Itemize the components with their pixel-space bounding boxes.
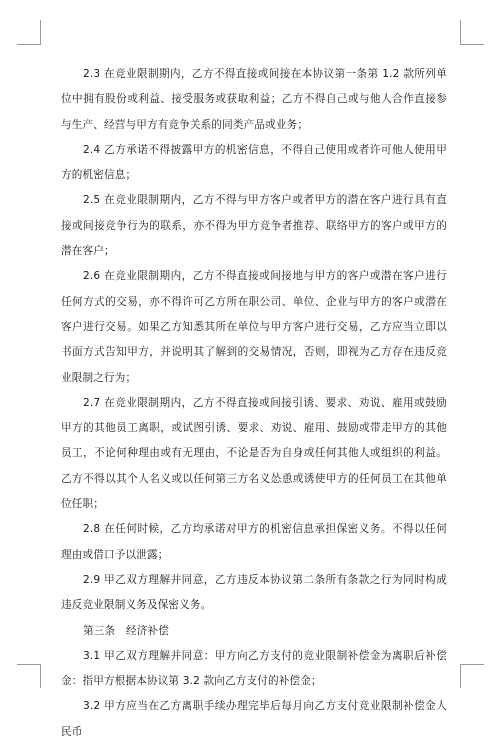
section-heading: 第三条 经济补偿 xyxy=(83,624,169,637)
crop-mark-top-right-horizontal xyxy=(460,44,484,45)
crop-mark-top-right-vertical xyxy=(460,20,461,44)
document-body xyxy=(61,62,447,745)
clause-2-4: 2.4 乙方承诺不得披露甲方的机密信息，不得自己使用或者许可他人使用甲方的机密信息； xyxy=(61,143,447,182)
clause-2-8: 2.8 在任何时候，乙方均承诺对甲方的机密信息承担保密义务。不得以任何理由或借口予以泄露； xyxy=(61,523,447,561)
crop-mark-top-left-horizontal xyxy=(17,44,41,45)
crop-mark-bottom-left-horizontal xyxy=(17,664,41,665)
clause-2-9: 2.9 甲乙双方理解并同意，乙方违反本协议第二条所有条款之行为同时构成违反竞业限制义务及保密义务。 xyxy=(61,573,447,612)
crop-mark-bottom-left-vertical xyxy=(40,664,41,688)
clause-3-1: 3.1 甲乙双方理解并同意：甲方向乙方支付的竞业限制补偿金为离职后补偿金：指甲方根据本协议第 3.2 款向乙方支付的补偿金； xyxy=(61,649,447,688)
clause-2-6: 2.6 在竞业限制期内，乙方不得直接或间接地与甲方的客户或潜在客户进行任何方式的交易，亦不得许可乙方所在职公司、单位、企业与甲方的客户或潜在客户进行交易。如果乙方知悉其所在单位与甲方客户进行交易，乙方应当立即以书面方式告知甲方，并说明其了解到的交易情况，否则，即视为乙方存在违反竞业限制之行为； xyxy=(61,270,447,384)
crop-mark-bottom-right-vertical xyxy=(460,664,461,688)
clause-2-3: 2.3 在竞业限制期内，乙方不得直接或间接在本协议第一条第 1.2 款所列单位中拥有股份或利益、接受服务或获取利益；乙方不得自己或与他人合作直接参与生产、经营与甲方有竞争关系的同类产品或业务； xyxy=(61,68,447,131)
crop-mark-bottom-right-horizontal xyxy=(460,664,484,665)
clause-3-2: 3.2 甲方应当在乙方离职手续办理完毕后每月向乙方支付竞业限制补偿金人民币 xyxy=(61,700,447,738)
crop-mark-top-left-vertical xyxy=(40,20,41,44)
clause-2-5: 2.5 在竞业限制期内，乙方不得与甲方客户或者甲方的潜在客户进行具有直接或间接竞争行为的联系，亦不得为甲方竞争者推荐、联络甲方的客户或甲方的潜在客户； xyxy=(61,194,447,258)
clause-2-7: 2.7 在竞业限制期内，乙方不得直接或间接引诱、要求、劝说、雇用或鼓励甲方的其他员工离职，或试图引诱、要求、劝说、雇用、鼓励或带走甲方的其他员工，不论何种理由或有无理由，不论是否为自身或任何其他人或组织的利益。乙方不得以其个人名义或以任何第三方名义怂恿或诱使甲方的任何员工在其他单位任职； xyxy=(61,396,447,511)
